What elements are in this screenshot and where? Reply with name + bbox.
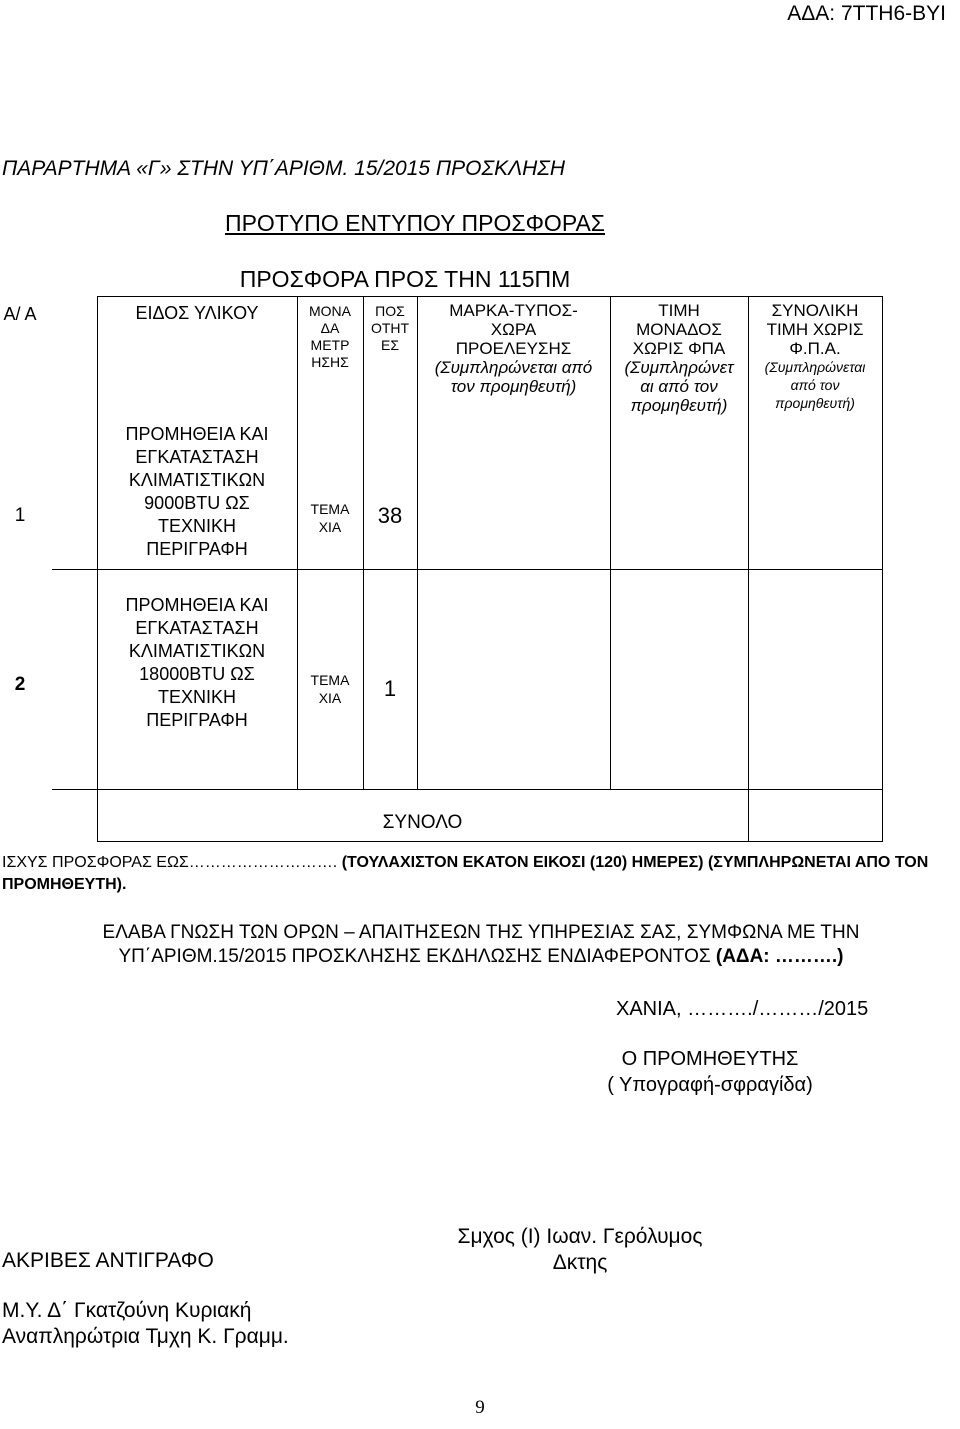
certified-copy-label: ΑΚΡΙΒΕΣ ΑΝΤΙΓΡΑΦΟ bbox=[2, 1249, 214, 1272]
page-number: 9 bbox=[475, 1397, 485, 1418]
brand-cell-2 bbox=[417, 570, 610, 790]
qty-header: ΠΟΣ ΟΤΗΤ ΕΣ bbox=[370, 303, 410, 353]
item-cell-1 bbox=[97, 297, 297, 570]
total-label: ΣΥΝΟΛΟ bbox=[97, 790, 748, 842]
brand-cell bbox=[417, 297, 610, 570]
unit-header: ΜΟΝΑ ΔΑ ΜΕΤΡ ΗΣΗΣ bbox=[309, 303, 351, 370]
unit-cell-2 bbox=[297, 570, 363, 790]
total-price-note: (Συμπληρώνεται από τον προμηθευτή) bbox=[764, 359, 866, 411]
unit-cell-1 bbox=[297, 297, 363, 570]
unit-price-cell-2 bbox=[610, 570, 748, 790]
row-2-qty: 1 bbox=[383, 676, 397, 701]
aa-header: Α/ Α bbox=[3, 303, 37, 324]
total-price-cell-2 bbox=[748, 570, 882, 790]
validity-text: ΙΣΧΥΣ ΠΡΟΣΦΟΡΑΣ ΕΩΣ………………………. (ΤΟΥΛΑΧΙΣΤΟΝ ΕΚΑΤΟΝ ΕΙΚΟΣΙ (120) ΗΜΕΡΕΣ) (ΣΥΜΠΛΗΡΩΝΕΤΑΙ ΑΠΟ ΤΟΝ ΠΡΟΜΗΘΕΥΤΗ). bbox=[2, 854, 929, 893]
form-title: ΠΡΟΤΥΠΟ ΕΝΤΥΠΟΥ ΠΡΟΣΦΟΡΑΣ bbox=[224, 210, 606, 236]
unit-price-note: (Συμπληρώνετ αι από τον προμηθευτή) bbox=[624, 358, 734, 415]
row-1-aa: 1 bbox=[14, 504, 26, 526]
qty-cell-2 bbox=[363, 570, 417, 790]
row-2-aa: 2 bbox=[14, 674, 26, 695]
total-price-header: ΣΥΝΟΛΙΚΗ ΤΙΜΗ ΧΩΡΙΣ Φ.Π.Α. bbox=[766, 301, 864, 358]
table-row-2 bbox=[52, 570, 882, 790]
item-header: ΕΙΔΟΣ ΥΛΙΚΟΥ bbox=[135, 303, 259, 323]
ada-code: ΑΔΑ: 7ΤΤΗ6-ΒΥΙ bbox=[787, 2, 946, 25]
total-price-cell bbox=[748, 297, 882, 570]
qty-cell-1 bbox=[363, 297, 417, 570]
offer-subtitle: ΠΡΟΣΦΟΡΑ ΠΡΟΣ ΤΗΝ 115ΠΜ bbox=[239, 266, 571, 292]
row-1-qty: 38 bbox=[377, 503, 403, 528]
item-cell-2 bbox=[97, 570, 297, 790]
table-total-row bbox=[52, 790, 882, 842]
brand-note: (Συμπληρώνεται από τον προμηθευτή) bbox=[434, 358, 593, 396]
signatory-block: Σμχος (Ι) Ιωαν. Γερόλυμος Δκτης bbox=[457, 1225, 703, 1274]
annex-title: ΠΑΡΑΡΤΗΜΑ «Γ» ΣΤΗΝ ΥΠ΄ΑΡΙΘΜ. 15/2015 ΠΡΟΣΚΛΗΣΗ bbox=[2, 157, 566, 180]
grand-total-cell bbox=[748, 790, 882, 842]
unit-price-cell bbox=[610, 297, 748, 570]
copy-signatory-block: Μ.Υ. Δ΄ Γκατζούνη Κυριακή Αναπληρώτρια Τμχη Κ. Γραμμ. bbox=[2, 1299, 289, 1348]
place-date: ΧΑΝΙΑ, ………./………/2015 bbox=[616, 998, 869, 1020]
unit-price-header: ΤΙΜΗ ΜΟΝΑΔΟΣ ΧΩΡΙΣ ΦΠΑ bbox=[632, 301, 726, 358]
brand-header: ΜΑΡΚΑ-ΤΥΠΟΣ- ΧΩΡΑ ΠΡΟΕΛΕΥΣΗΣ bbox=[449, 301, 578, 358]
row-2-item: ΠΡΟΜΗΘΕΙΑ ΚΑΙ ΕΓΚΑΤΑΣΤΑΣΗ ΚΛΙΜΑΤΙΣΤΙΚΩΝ 18000BTU ΩΣ ΤΕΧΝΙΚΗ ΠΕΡΙΓΡΑΦΗ bbox=[125, 595, 269, 730]
aa-cell-2 bbox=[14, 570, 97, 790]
acknowledgement-text: ΕΛΑΒΑ ΓΝΩΣΗ ΤΩΝ ΟΡΩΝ – ΑΠΑΙΤΗΣΕΩΝ ΤΗΣ ΥΠΗΡΕΣΙΑΣ ΣΑΣ, ΣΥΜΦΩΝΑ ΜΕ ΤΗΝ ΥΠ΄ΑΡΙΘΜ.15/2015 ΠΡΟΣΚΛΗΣΗΣ ΕΚΔΗΛΩΣΗΣ ΕΝΔΙΑΦΕΡΟΝΤΟΣ (ΑΔΑ: ……….) bbox=[102, 922, 860, 967]
supplier-block: Ο ΠΡΟΜΗΘΕΥΤΗΣ ( Υπογραφή-σφραγίδα) bbox=[607, 1048, 813, 1096]
row-2-unit: ΤΕΜΑ ΧΙΑ bbox=[310, 672, 350, 706]
offer-table bbox=[3, 296, 883, 842]
row-1-unit: ΤΕΜΑ ΧΙΑ bbox=[310, 501, 350, 535]
aa-cell bbox=[3, 297, 97, 570]
row-1-item: ΠΡΟΜΗΘΕΙΑ ΚΑΙ ΕΓΚΑΤΑΣΤΑΣΗ ΚΛΙΜΑΤΙΣΤΙΚΩΝ 9000BTU ΩΣ ΤΕΧΝΙΚΗ ΠΕΡΙΓΡΑΦΗ bbox=[125, 424, 269, 559]
